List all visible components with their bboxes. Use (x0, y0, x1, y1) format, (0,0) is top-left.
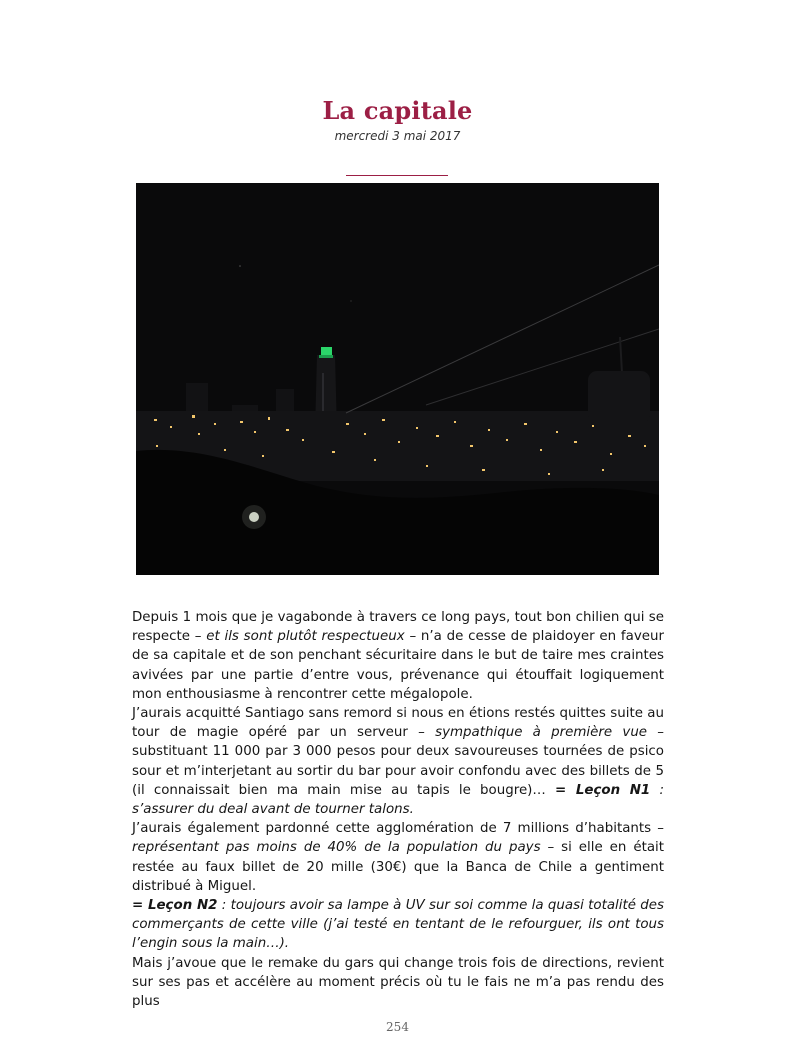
star (350, 300, 351, 301)
night-cityscape-image (136, 183, 659, 575)
lesson-label: = Leçon N1 (555, 782, 651, 798)
title-divider (346, 175, 448, 176)
paragraph: = Leçon N2 : toujours avoir sa lampe à UV sur soi comme la quasi totalité des commerçants de cette ville (j’ai testé en tentant de le refourguer, ils ont tous l’engin sous la main…). (132, 898, 664, 952)
page-title: La capitale (322, 96, 473, 125)
santiago-night-photo (136, 183, 659, 575)
paragraph: J’aurais acquitté Santiago sans remord si nous en étions restés quittes suite au tour de magie opéré par un serveur – sympathique à première vue – substituant 11 000 par 3 000 pesos pour deux savoureuses tournées de psico sour et m’interjetant au sortir du bar pour avoir confondu avec des billets de 5 (il connaissait bien ma main mise au tapis le bougre)… = Leçon N1 : s’assurer du deal avant de tourner talons. (132, 706, 665, 818)
page-number: 254 (386, 1020, 409, 1034)
paragraph: J’aurais également pardonné cette agglomération de 7 millions d’habitants – représentant pas moins de 40% de la population du pays – si elle en était restée au faux billet de 20 mille (30€) que la Banca de Chile a gentiment distribué à Miguel. (132, 821, 664, 894)
star (239, 265, 241, 267)
paragraph: Mais j’avoue que le remake du gars qui change trois fois de directions, revient sur ses pas et accélère au moment précis où tu le fais ne m’a pas rendu des plus (132, 955, 664, 1010)
lesson-label: = Leçon N2 (132, 898, 218, 914)
article-body (132, 608, 664, 1011)
page-date: mercredi 3 mai 2017 (334, 129, 461, 143)
paragraph: Depuis 1 mois que je vagabonde à travers ce long pays, tout bon chilien qui se respecte – et ils sont plutôt respectueux – n’a de cesse de plaidoyer en faveur de sa capitale et de son penchant sécuritaire dans le but de taire mes craintes avivées par une partie d’entre vous, prévenance qui étouffait logiquement mon enthousiasme à rencontrer cette mégalopole. (132, 610, 664, 702)
